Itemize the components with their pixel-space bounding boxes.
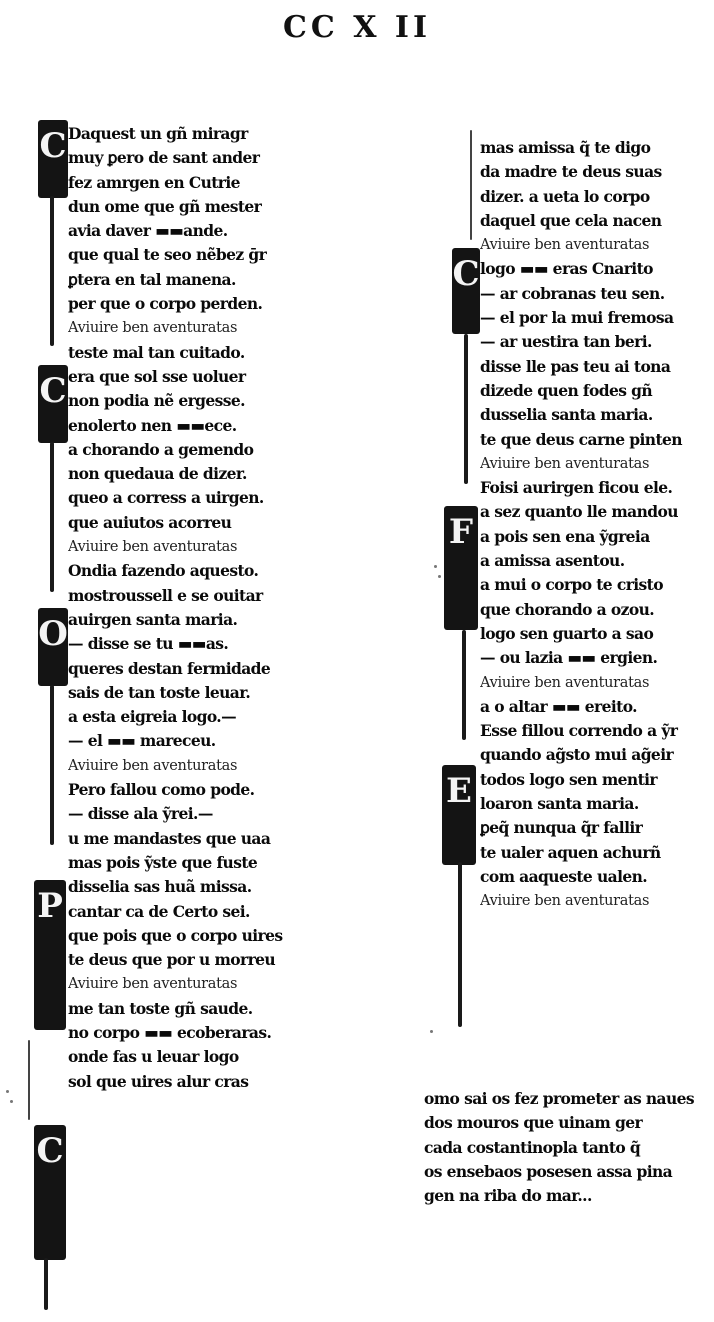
verse-line: — ou lazia ▬▬ ergien. bbox=[480, 648, 658, 668]
refrain-line: Aviuire ben aventuratas bbox=[480, 237, 650, 254]
ink-speck bbox=[10, 1100, 13, 1103]
verse-line: mas amissa q̃ te digo bbox=[480, 138, 651, 157]
verse-line: Foisi aurirgen ficou ele. bbox=[480, 478, 673, 498]
initial-letter: F bbox=[444, 506, 478, 630]
verse-line: a sez quanto lle mandou bbox=[480, 502, 678, 522]
ink-speck bbox=[434, 565, 437, 568]
verse-line: te que deus carne pinten bbox=[480, 429, 682, 449]
initial-letter: E bbox=[442, 765, 476, 865]
refrain-line: Aviuire ben aventuratas bbox=[480, 455, 650, 472]
verse-line: onde fas u leuar logo bbox=[68, 1047, 239, 1067]
verse-line: teste mal tan cuitado. bbox=[68, 342, 245, 362]
verse-line: gen na riba do mar... bbox=[424, 1186, 592, 1206]
refrain-line: Aviuire ben aventuratas bbox=[480, 674, 650, 691]
verse-line: era que sol sse uoluer bbox=[68, 366, 246, 386]
verse-line: daquel que cela nacen bbox=[480, 210, 662, 230]
verse-line: mostroussell e se ouitar bbox=[68, 585, 263, 605]
refrain-line: Aviuire ben aventuratas bbox=[68, 976, 238, 993]
initial-flourish bbox=[470, 130, 472, 240]
refrain-line: Aviuire ben aventuratas bbox=[480, 893, 650, 910]
verse-line: omo sai os fez prometer as naues bbox=[424, 1089, 695, 1108]
verse-line: disse lle pas teu ai tona bbox=[480, 356, 671, 376]
verse-line: os ensebaos posesen assa pina bbox=[424, 1161, 673, 1181]
verse-line: — ar uestira tan beri. bbox=[480, 332, 652, 352]
verse-line: mas pois ỹste que fuste bbox=[68, 852, 258, 872]
verse-line: que pois que o corpo uires bbox=[68, 925, 283, 945]
verse-line: que qual te seo nẽbez ḡr bbox=[68, 245, 267, 265]
verse-line: — el ▬▬ mareceu. bbox=[68, 731, 216, 751]
folio-number: CC X II bbox=[283, 10, 431, 45]
verse-line: disselia sas huã missa. bbox=[68, 877, 252, 897]
verse-line: te deus que por u morreu bbox=[68, 950, 276, 970]
verse-line: — disse se tu ▬▬as. bbox=[68, 634, 229, 654]
verse-line: per que o corpo perden. bbox=[68, 294, 263, 314]
verse-line: Pero fallou como pode. bbox=[68, 780, 255, 800]
initial-flourish bbox=[44, 1258, 48, 1310]
initial-flourish bbox=[464, 334, 468, 484]
initial-flourish bbox=[50, 196, 54, 346]
verse-line: non quedaua de dizer. bbox=[68, 464, 247, 484]
verse-line: me tan toste gñ saude. bbox=[68, 998, 253, 1018]
initial-flourish bbox=[28, 1040, 30, 1120]
verse-line: a esta eigreia logo.— bbox=[68, 707, 236, 727]
verse-line: a pois sen ena ỹgreia bbox=[480, 526, 650, 546]
initial-letter: O bbox=[38, 608, 68, 686]
verse-line: dizer. a ueta lo corpo bbox=[480, 186, 650, 206]
verse-line: muy ꝑero de sant ander bbox=[68, 148, 260, 168]
verse-line: dos mouros que uinam ger bbox=[424, 1113, 643, 1133]
verse-line: sol que uires alur cras bbox=[68, 1071, 249, 1091]
verse-line: Daquest un gñ miragr bbox=[68, 124, 248, 143]
verse-line: — ar cobranas teu sen. bbox=[480, 283, 665, 303]
verse-line: da madre te deus suas bbox=[480, 162, 662, 182]
verse-line: ꝑeq̃ nunqua q̃r fallir bbox=[480, 818, 643, 838]
verse-line: a o altar ▬▬ ereito. bbox=[480, 696, 637, 716]
verse-line: dizede quen fodes gñ bbox=[480, 380, 653, 400]
verse-line: sais de tan toste leuar. bbox=[68, 682, 251, 702]
verse-line: a amissa asentou. bbox=[480, 551, 625, 571]
verse-line: u me mandastes que uaa bbox=[68, 828, 271, 848]
text-column-right-lower bbox=[424, 1087, 710, 1208]
verse-line: ꝑtera en tal manena. bbox=[68, 269, 236, 289]
text-column-left bbox=[68, 122, 300, 1094]
verse-line: Ondia fazendo aquesto. bbox=[68, 561, 259, 581]
verse-line: fez amrgen en Cutrie bbox=[68, 172, 240, 192]
ink-speck bbox=[6, 1090, 9, 1093]
verse-line: non podia nẽ ergesse. bbox=[68, 391, 245, 411]
verse-line: quando ag̃sto mui ag̃eir bbox=[480, 745, 674, 765]
verse-line: logo sen guarto a sao bbox=[480, 623, 654, 643]
verse-line: auirgen santa maria. bbox=[68, 609, 238, 629]
refrain-line: Aviuire ben aventuratas bbox=[68, 320, 238, 337]
initial-letter: C bbox=[452, 248, 480, 334]
verse-line: loaron santa maria. bbox=[480, 794, 639, 814]
verse-line: com aaqueste ualen. bbox=[480, 866, 648, 886]
verse-line: no corpo ▬▬ ecoberaras. bbox=[68, 1022, 272, 1042]
verse-line: que chorando a ozou. bbox=[480, 599, 655, 619]
verse-line: todos logo sen mentir bbox=[480, 769, 657, 789]
refrain-line: Aviuire ben aventuratas bbox=[68, 757, 238, 774]
verse-line: — el por la mui fremosa bbox=[480, 308, 674, 328]
verse-line: a chorando a gemendo bbox=[68, 439, 254, 459]
ink-speck bbox=[438, 575, 441, 578]
verse-line: cada costantinopla tanto q̃ bbox=[424, 1137, 641, 1157]
verse-line: dun ome que gñ mester bbox=[68, 196, 262, 216]
verse-line: a mui o corpo te cristo bbox=[480, 575, 663, 595]
verse-line: logo ▬▬ eras Cnarito bbox=[480, 259, 653, 279]
ink-speck bbox=[430, 1030, 433, 1033]
verse-line: Esse fillou correndo a ỹr bbox=[480, 721, 678, 741]
initial-letter: C bbox=[38, 120, 68, 198]
verse-line: dusselia santa maria. bbox=[480, 405, 653, 425]
verse-line: avia daver ▬▬ande. bbox=[68, 221, 228, 241]
initial-flourish bbox=[50, 685, 54, 845]
verse-line: que auiutos acorreu bbox=[68, 512, 232, 532]
initial-flourish bbox=[458, 862, 462, 1027]
verse-line: cantar ca de Certo sei. bbox=[68, 901, 250, 921]
initial-flourish bbox=[50, 442, 54, 592]
initial-flourish bbox=[462, 630, 466, 740]
verse-line: — disse ala ỹrei.— bbox=[68, 804, 213, 824]
verse-line: enolerto nen ▬▬ece. bbox=[68, 415, 237, 435]
verse-line: te ualer aquen achurñ bbox=[480, 842, 661, 862]
refrain-line: Aviuire ben aventuratas bbox=[68, 539, 238, 556]
initial-letter: C bbox=[38, 365, 68, 443]
initial-letter: P bbox=[34, 880, 66, 1030]
text-column-right bbox=[480, 136, 708, 914]
verse-line: queo a corress a uirgen. bbox=[68, 488, 264, 508]
verse-line: queres destan fermidade bbox=[68, 658, 271, 678]
initial-letter: C bbox=[34, 1125, 66, 1260]
